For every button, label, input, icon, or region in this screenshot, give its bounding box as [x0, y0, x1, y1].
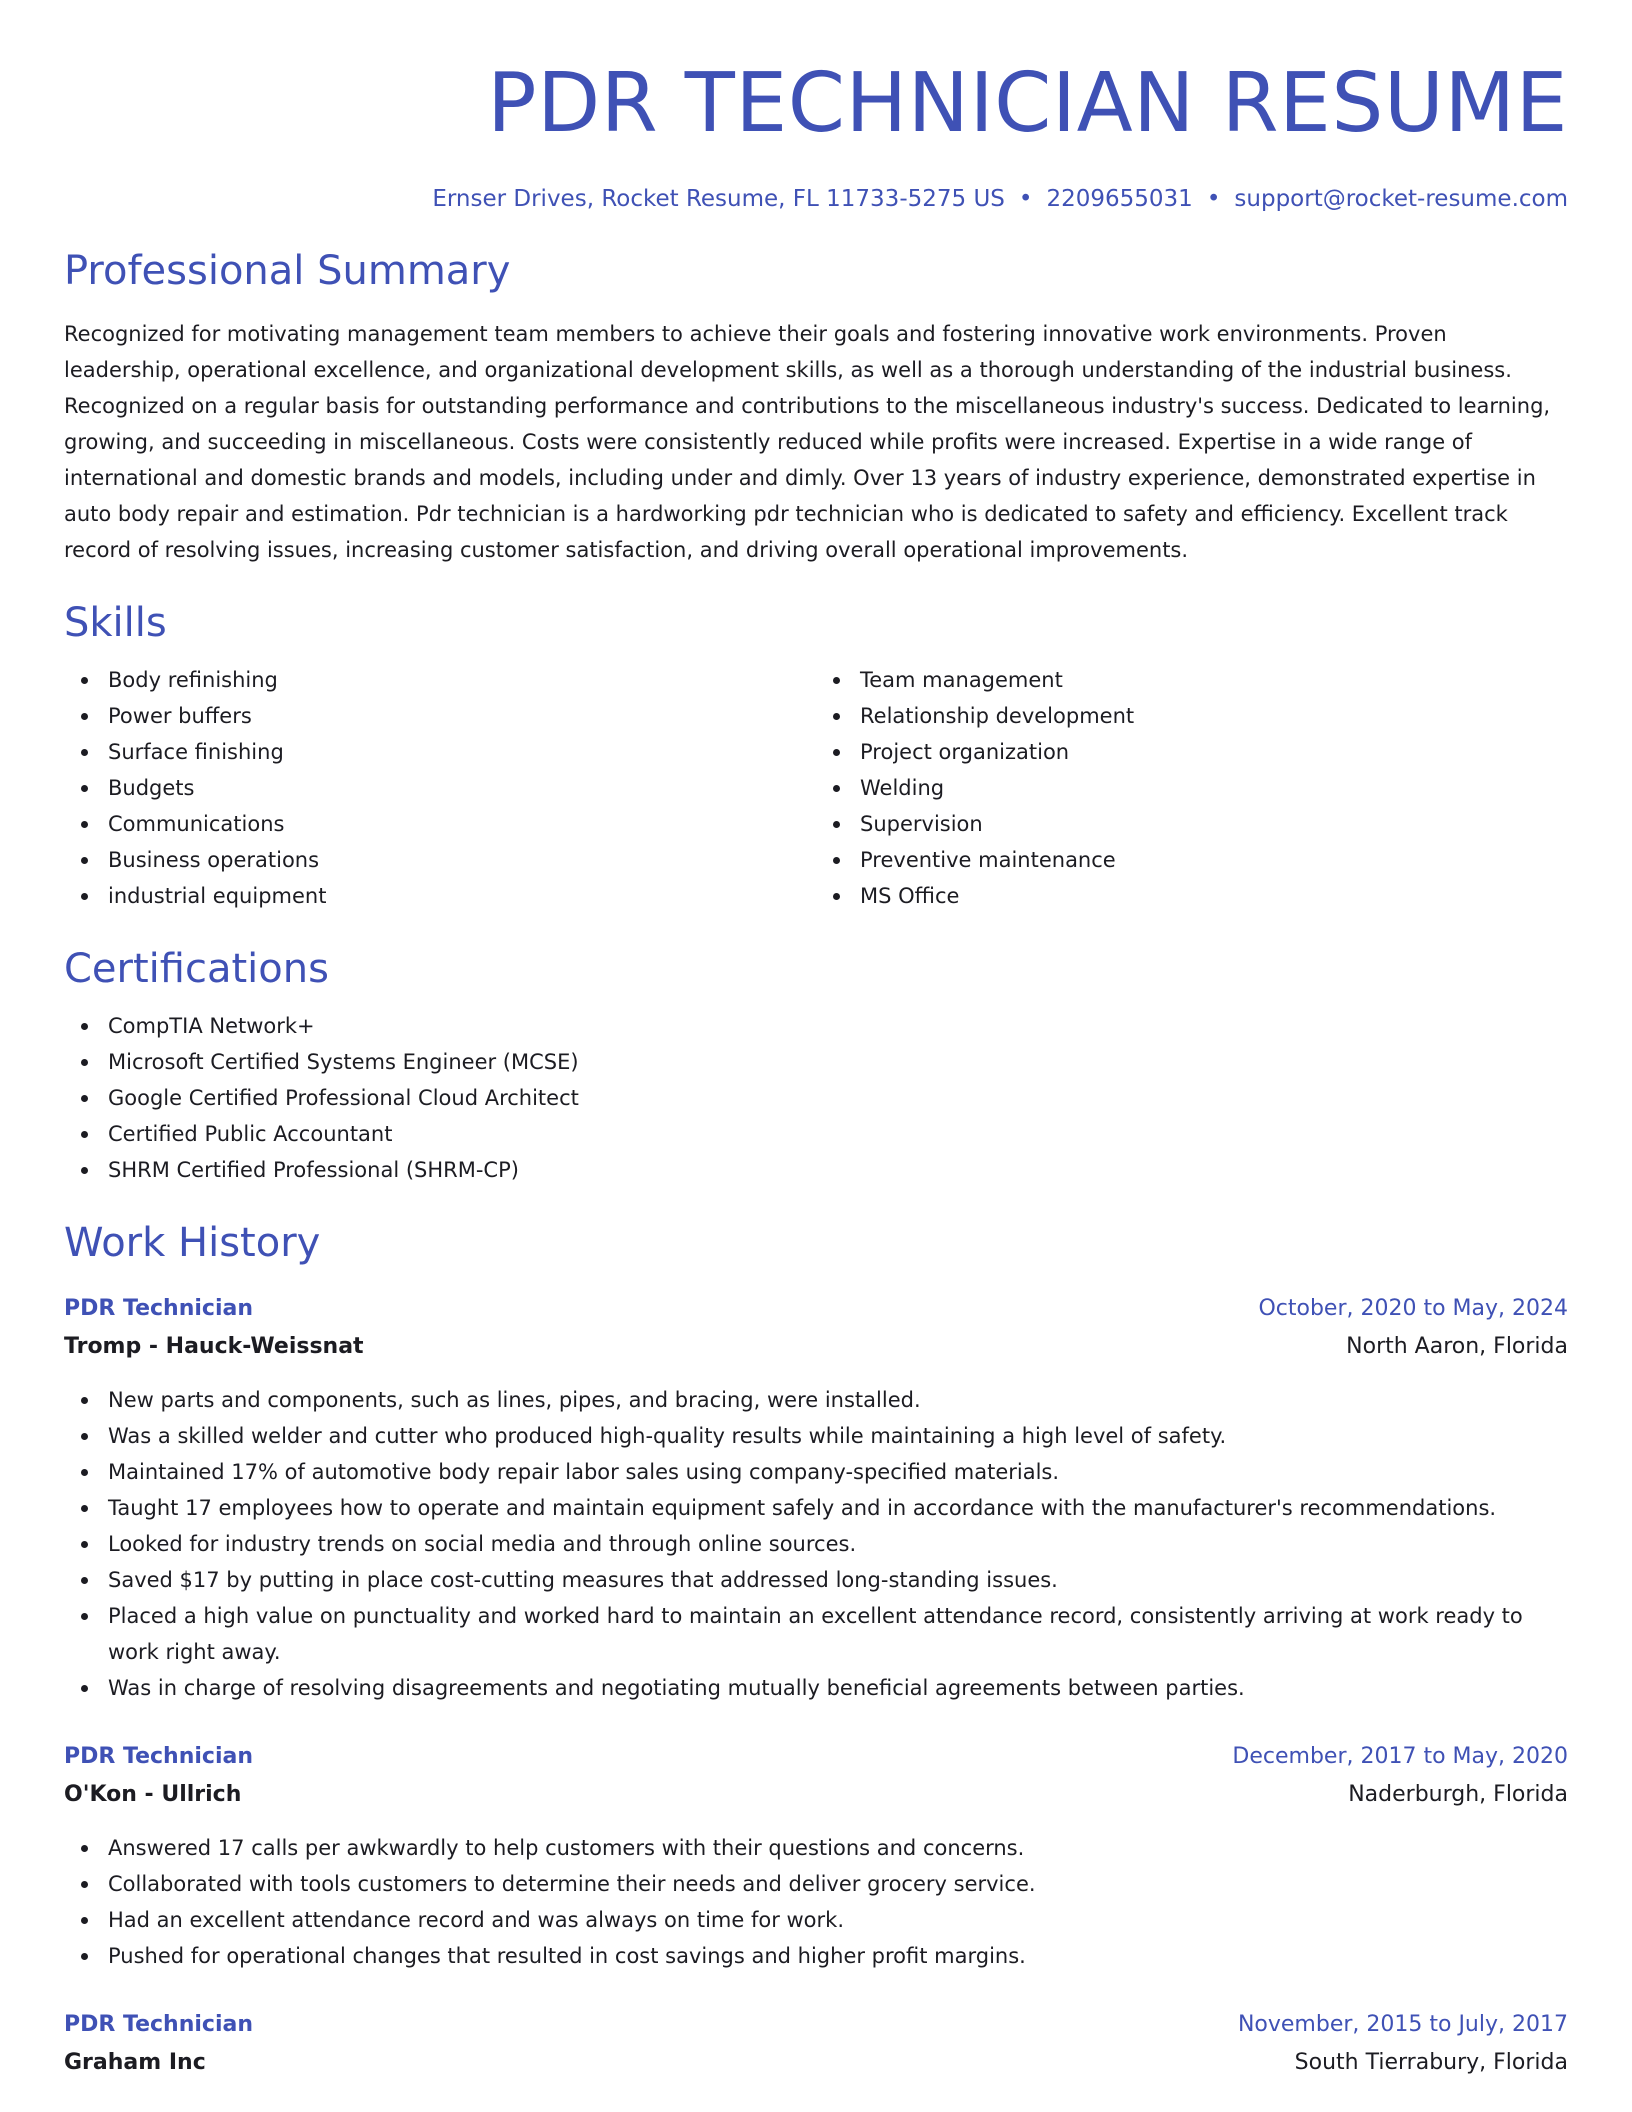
contact-email-link[interactable]: support@rocket-resume.com	[1234, 186, 1568, 212]
work-history-heading: Work History	[64, 1220, 321, 1266]
skills-list-left	[64, 662, 816, 914]
skill-item: Communications	[108, 806, 816, 842]
job-title: PDR Technician	[64, 1744, 253, 1769]
skill-item: Team management	[860, 662, 1568, 698]
job-bullet: Pushed for operational changes that resulted in cost savings and higher profit margins.	[108, 1938, 1568, 1974]
skill-item: Budgets	[108, 770, 816, 806]
certification-item: Certified Public Accountant	[108, 1116, 1568, 1152]
job-bullet: Had an excellent attendance record and was always on time for work.	[108, 1902, 1568, 1938]
certification-item: SHRM Certified Professional (SHRM-CP)	[108, 1152, 1568, 1188]
job-bullet: Saved $17 by putting in place cost-cutting measures that addressed long-standing issues.	[108, 1562, 1568, 1598]
job-bullet: Was a skilled welder and cutter who produced high-quality results while maintaining a high level of safety.	[108, 1418, 1568, 1454]
contact-separator: •	[1206, 186, 1221, 212]
job-bullet: Placed a high value on punctuality and worked hard to maintain an excellent attendance record, consistently arriving at work ready to work right away.	[108, 1598, 1568, 1670]
job-dates: November, 2015 to July, 2017	[1237, 2012, 1568, 2037]
job-company: Tromp - Hauck-Weissnat	[64, 1334, 364, 1359]
contact-line	[64, 182, 1568, 216]
certification-item: Google Certified Professional Cloud Architect	[108, 1080, 1568, 1116]
job-header-row	[64, 1290, 1568, 1328]
skill-item: industrial equipment	[108, 878, 816, 914]
skill-item: MS Office	[860, 878, 1568, 914]
skills-heading: Skills	[64, 600, 167, 646]
job-location: North Aaron, Florida	[1346, 1334, 1568, 1359]
contact-phone: 2209655031	[1046, 186, 1193, 212]
contact-address: Ernser Drives, Rocket Resume, FL 11733-5275 US	[432, 186, 1005, 212]
certification-item: Microsoft Certified Systems Engineer (MCSE)	[108, 1044, 1568, 1080]
job-bullets	[64, 1830, 1568, 1974]
contact-separator: •	[1018, 186, 1033, 212]
resume-title: PDR TECHNICIAN RESUME	[487, 56, 1568, 151]
job-dates: December, 2017 to May, 2020	[1232, 1744, 1568, 1769]
skills-grid	[64, 648, 1568, 914]
skill-item: Supervision	[860, 806, 1568, 842]
job-header-row	[64, 2006, 1568, 2044]
certification-item: CompTIA Network+	[108, 1008, 1568, 1044]
job-entry	[64, 1738, 1568, 1974]
job-employer-row	[64, 1776, 1568, 1814]
job-title: PDR Technician	[64, 1296, 253, 1321]
job-bullet: Maintained 17% of automotive body repair labor sales using company-specified materials.	[108, 1454, 1568, 1490]
job-location: South Tierrabury, Florida	[1294, 2050, 1568, 2075]
skill-item: Surface finishing	[108, 734, 816, 770]
job-entry	[64, 2006, 1568, 2082]
job-employer-row	[64, 2044, 1568, 2082]
skill-item: Project organization	[860, 734, 1568, 770]
job-company: O'Kon - Ullrich	[64, 1782, 242, 1807]
resume-header	[64, 54, 1568, 216]
certifications-heading: Certifications	[64, 946, 329, 992]
job-bullet: New parts and components, such as lines, pipes, and bracing, were installed.	[108, 1382, 1568, 1418]
job-bullet: Was in charge of resolving disagreements and negotiating mutually beneficial agreements between parties.	[108, 1670, 1568, 1706]
job-bullets	[64, 1382, 1568, 1706]
skills-list-right	[816, 662, 1568, 914]
professional-summary-heading: Professional Summary	[64, 248, 511, 294]
skills-section	[64, 598, 1568, 914]
job-title: PDR Technician	[64, 2012, 253, 2037]
job-bullet: Answered 17 calls per awkwardly to help customers with their questions and concerns.	[108, 1830, 1568, 1866]
skill-item: Preventive maintenance	[860, 842, 1568, 878]
job-bullet: Looked for industry trends on social media and through online sources.	[108, 1526, 1568, 1562]
certifications-list	[64, 1008, 1568, 1188]
job-employer-row	[64, 1328, 1568, 1366]
job-company: Graham Inc	[64, 2050, 206, 2075]
professional-summary-text: Recognized for motivating management team members to achieve their goals and fostering innovative work environments. Proven leadership, operational excellence, and organizational development skills, as well as a thorough understanding of the industrial business. Recognized on a regular basis for outstanding performance and contributions to the miscellaneous industry's success. Dedicated to learning, growing, and succeeding in miscellaneous. Costs were consistently reduced while profits were increased. Expertise in a wide range of international and domestic brands and models, including under and dimly. Over 13 years of industry experience, demonstrated expertise in auto body repair and estimation. Pdr technician is a hardworking pdr technician who is dedicated to safety and efficiency. Excellent track record of resolving issues, increasing customer satisfaction, and driving overall operational improvements.	[64, 322, 1551, 562]
job-bullet: Collaborated with tools customers to determine their needs and deliver grocery service.	[108, 1866, 1568, 1902]
job-header-row	[64, 1738, 1568, 1776]
skill-item: Power buffers	[108, 698, 816, 734]
job-location: Naderburgh, Florida	[1348, 1782, 1568, 1807]
job-dates: October, 2020 to May, 2024	[1258, 1296, 1568, 1321]
job-bullet: Taught 17 employees how to operate and maintain equipment safely and in accordance with the manufacturer's recommendations.	[108, 1490, 1568, 1526]
skill-item: Business operations	[108, 842, 816, 878]
certifications-section	[64, 944, 1568, 1188]
work-history-section	[64, 1218, 1568, 2082]
skill-item: Relationship development	[860, 698, 1568, 734]
job-entry	[64, 1290, 1568, 1706]
skill-item: Welding	[860, 770, 1568, 806]
skill-item: Body refinishing	[108, 662, 816, 698]
